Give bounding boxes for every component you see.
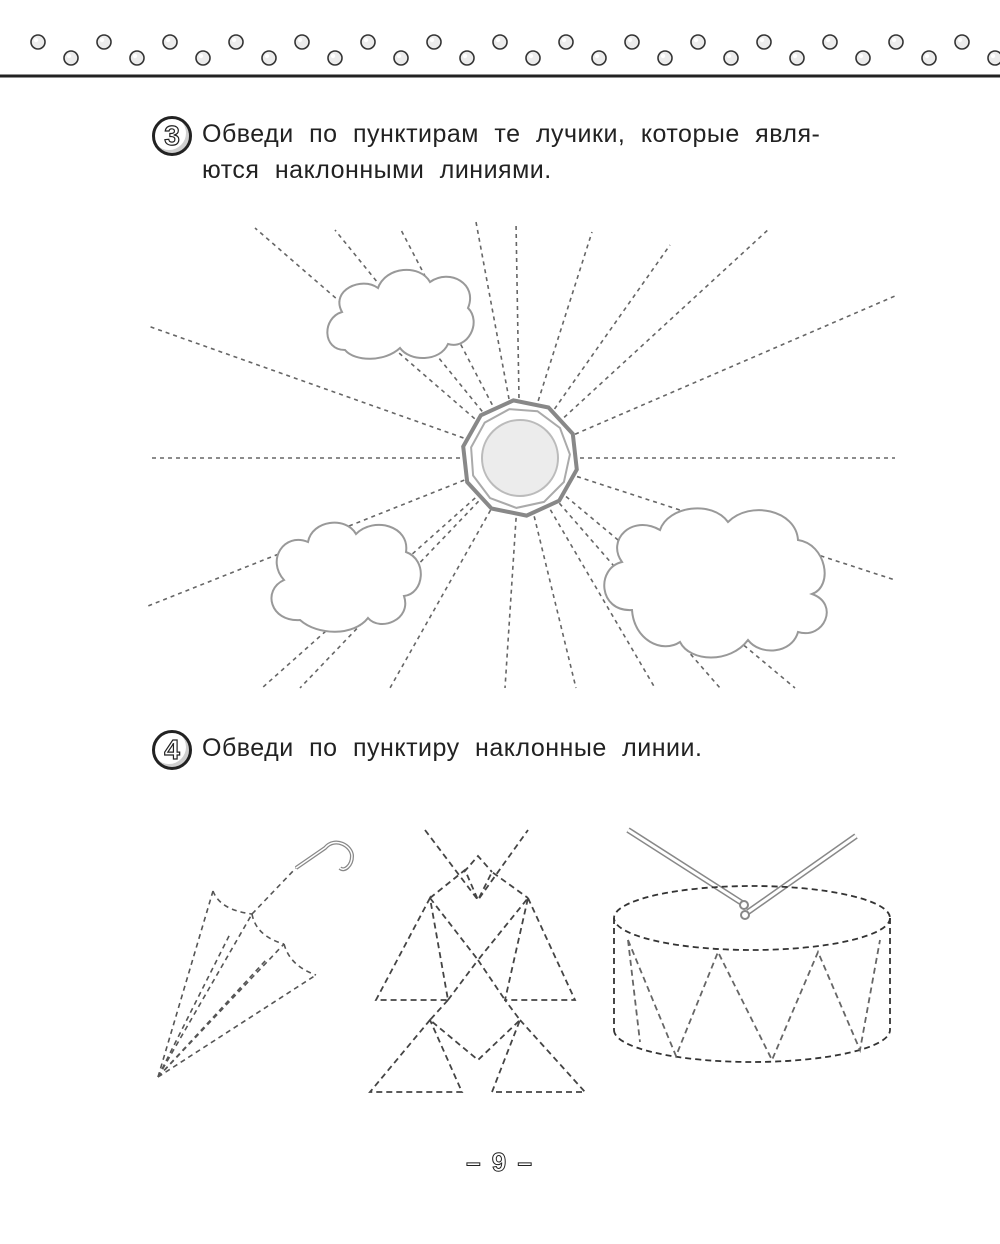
drum-icon	[600, 820, 900, 1080]
triangle-pattern-icon	[360, 820, 600, 1100]
task-4-heading	[152, 730, 892, 770]
bead-decoration	[691, 35, 705, 49]
bead-decoration	[361, 35, 375, 49]
bead-decoration	[889, 35, 903, 49]
cloud-icon	[271, 523, 420, 632]
task-3-instruction	[202, 116, 892, 188]
sun-icon	[463, 400, 577, 515]
bead-decoration	[988, 51, 1000, 65]
bead-decoration	[295, 35, 309, 49]
bead-decoration	[493, 35, 507, 49]
bead-decoration	[394, 51, 408, 65]
sun-ray-line	[505, 518, 516, 688]
sun-ray-line	[538, 232, 592, 401]
bead-decoration	[64, 51, 78, 65]
drumstick-icon	[741, 836, 856, 919]
bead-decoration	[922, 51, 936, 65]
bead-decoration	[163, 35, 177, 49]
bead-decoration	[955, 35, 969, 49]
task-3-line-2: ются наклонными линиями.	[202, 156, 552, 184]
task-number-badge: 4	[152, 730, 192, 770]
decorative-bead-border	[0, 0, 1000, 90]
sun-ray-line	[534, 516, 576, 688]
cloud-icon	[604, 508, 826, 657]
task-number-badge: 3	[152, 116, 192, 156]
sun-ray-line	[516, 222, 519, 398]
sun-ray-line	[476, 222, 509, 399]
bead-decoration	[427, 35, 441, 49]
bead-decoration	[460, 51, 474, 65]
bead-decoration	[328, 51, 342, 65]
bead-decoration	[625, 35, 639, 49]
sun-rays-figure	[140, 215, 900, 695]
bead-decoration	[97, 35, 111, 49]
bead-decoration	[559, 35, 573, 49]
bead-decoration	[31, 35, 45, 49]
sun-ray-line	[555, 245, 670, 409]
bead-decoration	[592, 51, 606, 65]
bead-decoration	[757, 35, 771, 49]
umbrella-icon	[140, 840, 370, 1090]
bead-decoration	[856, 51, 870, 65]
bead-decoration	[658, 51, 672, 65]
bead-decoration	[229, 35, 243, 49]
page-number: – 9 –	[466, 1147, 534, 1177]
task-3-heading	[152, 116, 892, 188]
bead-decoration	[790, 51, 804, 65]
task-4-instruction: Обведи по пунктиру наклонные линии.	[202, 734, 703, 762]
bead-decoration	[724, 51, 738, 65]
sun-ray-line	[564, 228, 770, 417]
bead-decoration	[526, 51, 540, 65]
cloud-icon	[327, 270, 473, 359]
bead-decoration	[262, 51, 276, 65]
sun-ray-line	[575, 296, 895, 434]
task-3-line-1: Обведи по пунктирам те лучики, которые явля-	[202, 120, 821, 148]
bead-decoration	[130, 51, 144, 65]
bead-decoration	[196, 51, 210, 65]
bead-decoration	[823, 35, 837, 49]
